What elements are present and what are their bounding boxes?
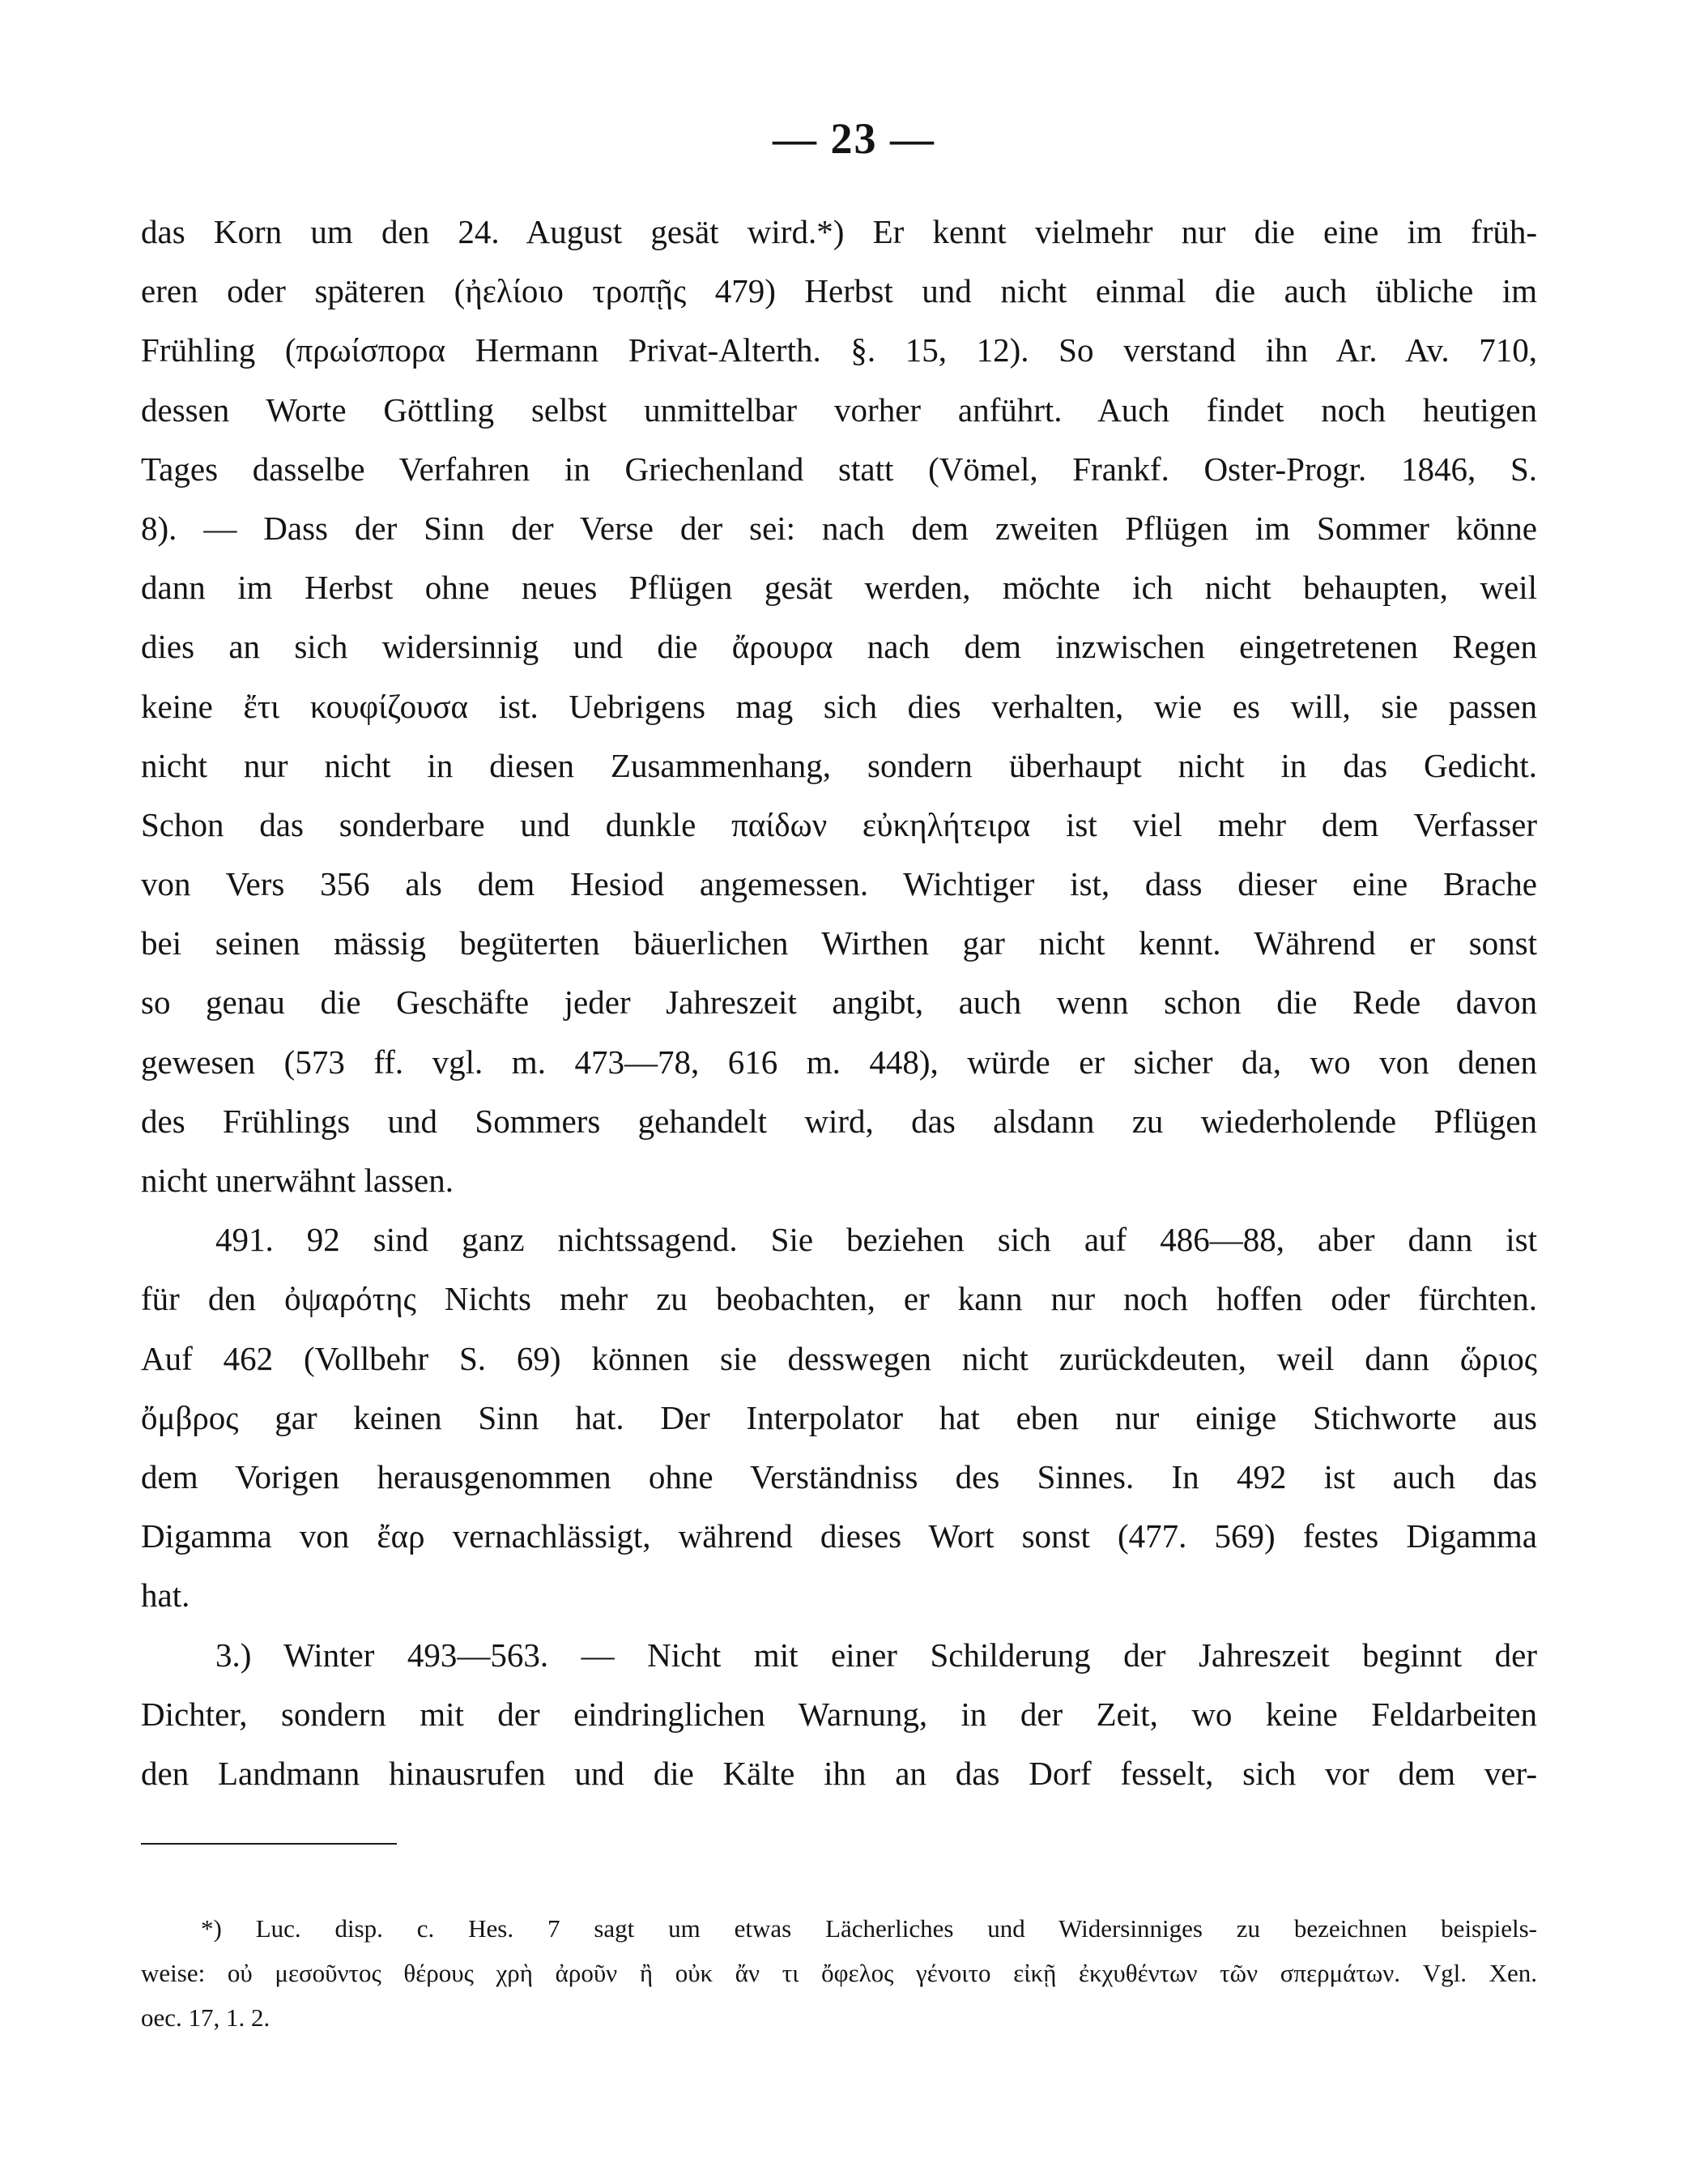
- footnote-block: [141, 1906, 1537, 2040]
- text-line: des Frühlings und Sommers gehandelt wird, das alsdann zu wiederholende Pflügen: [141, 1102, 1537, 1140]
- text-line: gewesen (573 ff. vgl. m. 473—78, 616 m. 448), würde er sicher da, wo von denen: [141, 1043, 1537, 1081]
- text-line: von Vers 356 als dem Hesiod angemessen. Wichtiger ist, dass dieser eine Brache: [141, 865, 1537, 903]
- text-line: eren oder späteren (ἠελίοιο τροπῇς 479) Herbst und nicht einmal die auch übliche im: [141, 272, 1537, 310]
- paragraph-start-line: 3.) Winter 493—563. — Nicht mit einer Schilderung der Jahreszeit beginnt der: [215, 1636, 1537, 1674]
- footnote-line: *) Luc. disp. c. Hes. 7 sagt um etwas Lächerliches und Widersinniges zu bezeichnen beispiels-: [201, 1914, 1537, 1943]
- text-line: Frühling (πρωίσπορα Hermann Privat-Alterth. §. 15, 12). So verstand ihn Ar. Av. 710,: [141, 331, 1537, 369]
- paragraph-start-line: 491. 92 sind ganz nichtssagend. Sie beziehen sich auf 486—88, aber dann ist: [215, 1221, 1537, 1259]
- text-line: Tages dasselbe Verfahren in Griechenland statt (Vömel, Frankf. Oster-Progr. 1846, S.: [141, 450, 1537, 488]
- text-line: dann im Herbst ohne neues Pflügen gesät werden, möchte ich nicht behaupten, weil: [141, 569, 1537, 607]
- text-line: Digamma von ἔαρ vernachlässigt, während dieses Wort sonst (477. 569) festes Digamma: [141, 1517, 1537, 1555]
- text-line: den Landmann hinausrufen und die Kälte ihn an das Dorf fesselt, sich vor dem ver-: [141, 1754, 1537, 1792]
- text-line: dies an sich widersinnig und die ἄρουρα nach dem inzwischen eingetretenen Regen: [141, 628, 1537, 666]
- text-line: nicht nur nicht in diesen Zusammenhang, sondern überhaupt nicht in das Gedicht.: [141, 746, 1537, 784]
- text-line: so genau die Geschäfte jeder Jahreszeit angibt, auch wenn schon die Rede davon: [141, 983, 1537, 1022]
- text-line: hat.: [141, 1576, 190, 1615]
- footnote-divider: [141, 1843, 397, 1845]
- main-text: [141, 203, 1537, 1803]
- footnote-line: oec. 17, 1. 2.: [141, 2003, 270, 2032]
- text-line: ὄμβρος gar keinen Sinn hat. Der Interpolator hat eben nur einige Stichworte aus: [141, 1398, 1537, 1436]
- text-line: das Korn um den 24. August gesät wird.*) Er kennt vielmehr nur die eine im früh-: [141, 213, 1537, 250]
- text-line: dessen Worte Göttling selbst unmittelbar vorher anführt. Auch findet noch heutigen: [141, 390, 1537, 429]
- text-line: für den ὀψαρότης Nichts mehr zu beobachten, er kann nur noch hoffen oder fürchten.: [141, 1280, 1537, 1318]
- text-line: Auf 462 (Vollbehr S. 69) können sie desswegen nicht zurückdeuten, weil dann ὥριος: [141, 1339, 1537, 1377]
- text-line: bei seinen mässig begüterten bäuerlichen Wirthen gar nicht kennt. Während er sonst: [141, 924, 1537, 962]
- page-number: — 23 —: [773, 114, 935, 163]
- text-line: dem Vorigen herausgenommen ohne Verständniss des Sinnes. In 492 ist auch das: [141, 1457, 1537, 1495]
- footnote-line: weise: οὐ μεσοῦντος θέρους χρὴ ἀροῦν ἢ οὐκ ἄν τι ὄφελος γένοιτο εἰκῇ ἐκχυθέντων τῶν σπερμάτων. Vgl. Xen.: [141, 1959, 1537, 1987]
- text-line: 8). — Dass der Sinn der Verse der sei: nach dem zweiten Pflügen im Sommer könne: [141, 509, 1537, 547]
- text-line: keine ἔτι κουφίζουσα ist. Uebrigens mag sich dies verhalten, wie es will, sie passen: [141, 687, 1537, 725]
- text-line: nicht unerwähnt lassen.: [141, 1162, 454, 1199]
- text-line: Dichter, sondern mit der eindringlichen Warnung, in der Zeit, wo keine Feldarbeiten: [141, 1695, 1537, 1733]
- text-line: Schon das sonderbare und dunkle παίδων εὐκηλήτειρα ist viel mehr dem Verfasser: [141, 805, 1537, 843]
